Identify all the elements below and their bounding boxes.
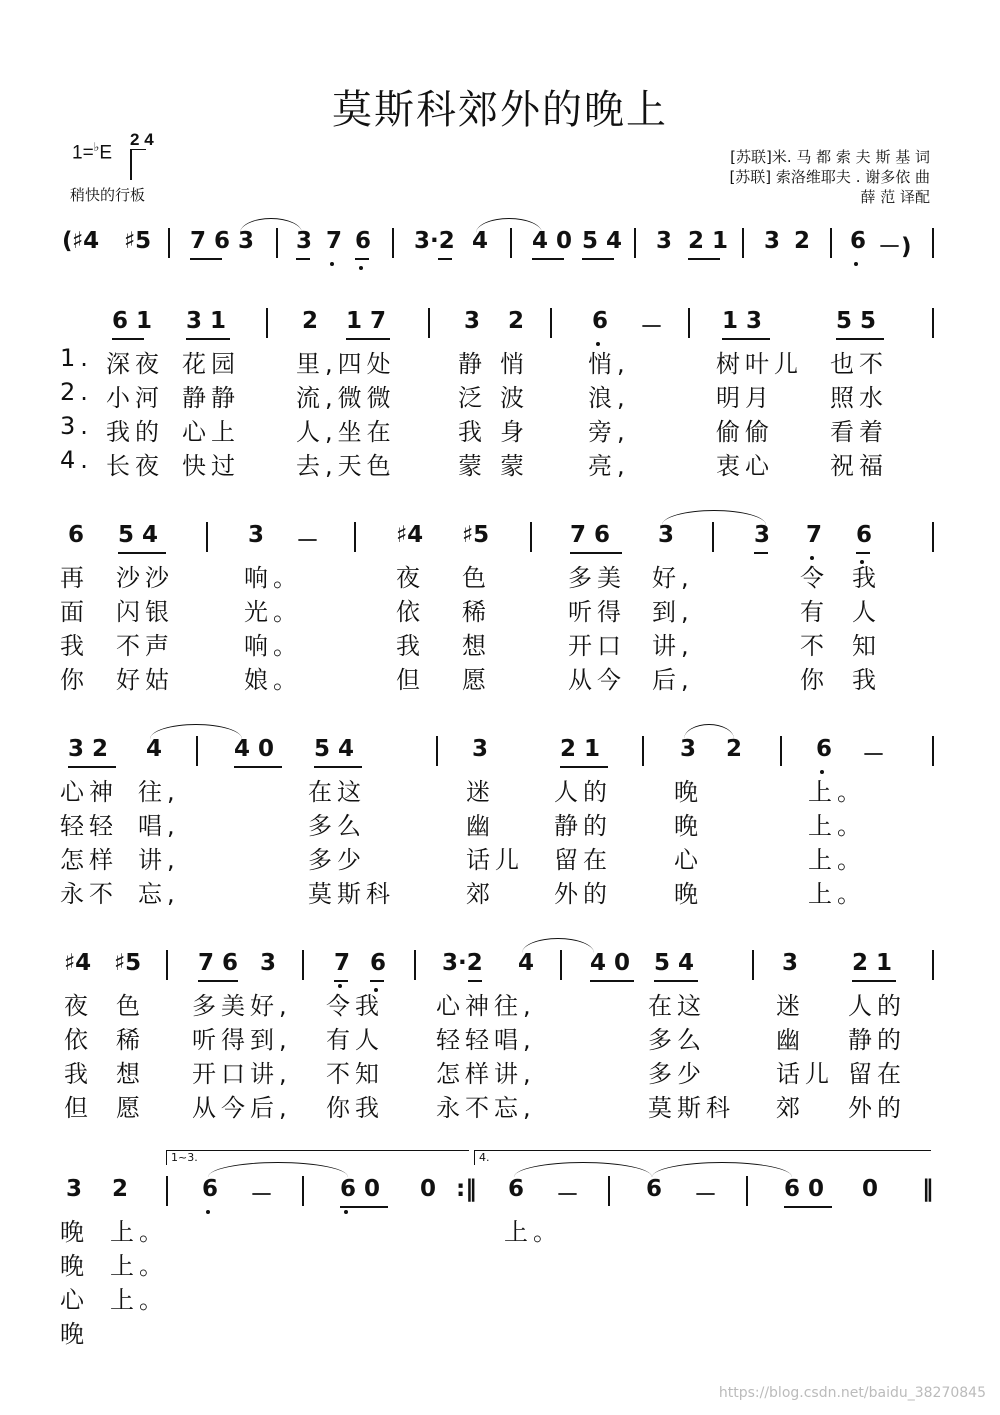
lyric-syllable: 唱, bbox=[138, 812, 180, 840]
intro-note: 3 bbox=[296, 228, 313, 254]
lyric-syllable: 晚 bbox=[60, 1320, 89, 1348]
lyric-syllable: 忘, bbox=[138, 880, 180, 908]
lyric-syllable: 不 bbox=[800, 632, 829, 660]
lyric-syllable: 上。 bbox=[808, 778, 866, 806]
lyric-syllable: 不知 bbox=[326, 1060, 384, 1088]
note: 2 bbox=[112, 1176, 129, 1202]
lyricist-credit: [苏联]米. 马 都 索 夫 斯 基 词 bbox=[730, 148, 930, 166]
lyric-syllable: 里,四处 bbox=[296, 350, 396, 378]
lyric-syllable: 小河 bbox=[106, 384, 164, 412]
lyric-syllable: 人 bbox=[852, 598, 881, 626]
lyric-syllable: 浪, bbox=[588, 384, 630, 412]
intro-note: 6 bbox=[355, 228, 372, 254]
lyric-syllable: 多美好, bbox=[192, 992, 292, 1020]
lyric-syllable: 多么 bbox=[648, 1026, 706, 1054]
lyric-syllable: 静的 bbox=[554, 812, 612, 840]
note: 3 bbox=[680, 736, 697, 762]
lyric-syllable: 讲, bbox=[138, 846, 180, 874]
lyric-syllable: 静的 bbox=[848, 1026, 906, 1054]
intro-note: 2 bbox=[794, 228, 811, 254]
lyric-syllable: 我 bbox=[852, 564, 881, 592]
note: 7 6 bbox=[570, 522, 611, 548]
lyric-syllable: 心神 bbox=[60, 778, 118, 806]
lyric-syllable: 轻轻唱, bbox=[436, 1026, 536, 1054]
note: 3 2 bbox=[68, 736, 109, 762]
lyric-syllable: 心 bbox=[674, 846, 703, 874]
lyric-syllable: 人,坐在 bbox=[296, 418, 396, 446]
lyric-syllable: 响。 bbox=[244, 632, 302, 660]
note: 5 4 bbox=[314, 736, 355, 762]
lyric-syllable: 往, bbox=[138, 778, 180, 806]
intro-note: 5 4 bbox=[582, 228, 623, 254]
lyric-syllable: 1. bbox=[60, 344, 93, 372]
lyric-syllable: 外的 bbox=[848, 1094, 906, 1122]
intro-note: ♯5 bbox=[124, 228, 152, 254]
note: 3 bbox=[260, 950, 277, 976]
lyric-syllable: 晚 bbox=[674, 880, 703, 908]
lyric-syllable: 照水 bbox=[830, 384, 888, 412]
lyric-syllable: 我的 bbox=[106, 418, 164, 446]
lyric-syllable: 我 bbox=[60, 632, 89, 660]
lyric-syllable: 稀 bbox=[462, 598, 491, 626]
note: 3 bbox=[754, 522, 771, 548]
lyric-syllable: 蒙 bbox=[500, 452, 529, 480]
note: － bbox=[640, 314, 663, 340]
note: － bbox=[296, 528, 319, 554]
lyric-syllable: 郊 bbox=[776, 1094, 805, 1122]
lyric-syllable: 听得到, bbox=[192, 1026, 292, 1054]
note: ♯4 bbox=[64, 950, 92, 976]
lyric-syllable: 令 bbox=[800, 564, 829, 592]
lyric-syllable: 上。 bbox=[808, 812, 866, 840]
lyric-syllable: 沙沙 bbox=[116, 564, 174, 592]
lyric-syllable: 想 bbox=[462, 632, 491, 660]
lyric-syllable: 夜 bbox=[64, 992, 93, 1020]
note: 5 4 bbox=[654, 950, 695, 976]
key-prefix: 1= bbox=[72, 142, 94, 164]
note: 1 7 bbox=[346, 308, 387, 334]
note: 6 bbox=[202, 1176, 219, 1202]
lyric-syllable: 永不 bbox=[60, 880, 118, 908]
lyric-syllable: 衷心 bbox=[716, 452, 774, 480]
flat-sign: ♭ bbox=[93, 140, 100, 154]
lyric-syllable: 愿 bbox=[462, 666, 491, 694]
note: 6 0 bbox=[340, 1176, 381, 1202]
lyric-syllable: 4. bbox=[60, 446, 93, 474]
lyric-syllable: 多少 bbox=[308, 846, 366, 874]
note: 6 bbox=[592, 308, 609, 334]
note: 4 0 bbox=[234, 736, 275, 762]
lyric-syllable: 偷偷 bbox=[716, 418, 774, 446]
key-signature bbox=[72, 130, 154, 164]
lyric-syllable: 上。 bbox=[110, 1218, 168, 1246]
intro-note: 4 bbox=[472, 228, 489, 254]
intro-note: 6 bbox=[850, 228, 867, 254]
lyric-syllable: 愿 bbox=[116, 1094, 145, 1122]
note: 3 bbox=[782, 950, 799, 976]
lyric-syllable: 静静 bbox=[182, 384, 240, 412]
lyric-syllable: 花园 bbox=[182, 350, 240, 378]
note: 6 0 bbox=[784, 1176, 825, 1202]
note: 3 bbox=[248, 522, 265, 548]
lyric-syllable: 上。 bbox=[110, 1286, 168, 1314]
lyric-syllable: 依 bbox=[396, 598, 425, 626]
lyric-syllable: 波 bbox=[500, 384, 529, 412]
lyric-syllable: 你我 bbox=[326, 1094, 384, 1122]
intro-note: 7 bbox=[326, 228, 343, 254]
lyric-syllable: 晚 bbox=[674, 812, 703, 840]
lyric-syllable: 静 bbox=[458, 350, 487, 378]
lyric-syllable: 轻轻 bbox=[60, 812, 118, 840]
note: － bbox=[250, 1182, 273, 1208]
note: 5 5 bbox=[836, 308, 877, 334]
lyric-syllable: 多么 bbox=[308, 812, 366, 840]
note: 2 bbox=[302, 308, 319, 334]
lyric-syllable: 去,天色 bbox=[296, 452, 396, 480]
note: 2 1 bbox=[852, 950, 893, 976]
intro-note: 3·2 bbox=[414, 228, 455, 254]
lyric-syllable: 从今后, bbox=[192, 1094, 292, 1122]
lyric-syllable: 人的 bbox=[554, 778, 612, 806]
final-barline: ‖ bbox=[922, 1176, 934, 1202]
intro-note: －) bbox=[878, 234, 912, 260]
lyric-syllable: 你 bbox=[800, 666, 829, 694]
translator-credit: 薛 范 译配 bbox=[860, 188, 930, 206]
lyric-syllable: 外的 bbox=[554, 880, 612, 908]
note: 2 1 bbox=[560, 736, 601, 762]
lyric-syllable: 面 bbox=[60, 598, 89, 626]
note: ♯4 bbox=[396, 522, 424, 548]
lyric-syllable: 但 bbox=[396, 666, 425, 694]
lyric-syllable: 话儿 bbox=[466, 846, 524, 874]
lyric-syllable: 开口 bbox=[568, 632, 626, 660]
lyric-syllable: 好姑 bbox=[116, 666, 174, 694]
note: － bbox=[862, 742, 885, 768]
lyric-syllable: 你 bbox=[60, 666, 89, 694]
lyric-syllable: 多美 bbox=[568, 564, 626, 592]
lyric-syllable: 上。 bbox=[808, 846, 866, 874]
lyric-syllable: 后, bbox=[652, 666, 694, 694]
lyric-syllable: 上。 bbox=[504, 1218, 562, 1246]
lyric-syllable: 我 bbox=[458, 418, 487, 446]
lyric-syllable: 留在 bbox=[554, 846, 612, 874]
lyric-syllable: 树叶儿 bbox=[716, 350, 803, 378]
time-bottom: 4 bbox=[144, 130, 154, 149]
lyric-syllable: 娘。 bbox=[244, 666, 302, 694]
note: 0 bbox=[862, 1176, 879, 1202]
lyric-syllable: 有人 bbox=[326, 1026, 384, 1054]
note: 3 bbox=[658, 522, 675, 548]
lyric-syllable: 到, bbox=[652, 598, 694, 626]
note: 6 bbox=[856, 522, 873, 548]
lyric-syllable: 开口讲, bbox=[192, 1060, 292, 1088]
intro-note: 3 bbox=[238, 228, 255, 254]
note: 3·2 bbox=[442, 950, 483, 976]
lyric-syllable: 夜 bbox=[396, 564, 425, 592]
lyric-syllable: 在这 bbox=[308, 778, 366, 806]
lyric-syllable: 长夜 bbox=[106, 452, 164, 480]
note: ♯5 bbox=[114, 950, 142, 976]
lyric-syllable: 幽 bbox=[776, 1026, 805, 1054]
lyric-syllable: 上。 bbox=[110, 1252, 168, 1280]
note: 4 bbox=[146, 736, 163, 762]
lyric-syllable: 令我 bbox=[326, 992, 384, 1020]
lyric-syllable: 想 bbox=[116, 1060, 145, 1088]
lyric-syllable: 迷 bbox=[776, 992, 805, 1020]
lyric-syllable: 郊 bbox=[466, 880, 495, 908]
lyric-syllable: 悄 bbox=[500, 350, 529, 378]
note: － bbox=[694, 1182, 717, 1208]
note: 3 1 bbox=[186, 308, 227, 334]
note: 7 bbox=[334, 950, 351, 976]
lyric-syllable: 在这 bbox=[648, 992, 706, 1020]
note: 6 bbox=[508, 1176, 525, 1202]
lyric-syllable: 上。 bbox=[808, 880, 866, 908]
intro-note: 2 1 bbox=[688, 228, 729, 254]
repeat-sign: :‖ bbox=[456, 1176, 477, 1202]
note: 5 4 bbox=[118, 522, 159, 548]
lyric-syllable: 色 bbox=[116, 992, 145, 1020]
lyric-syllable: 怎样 bbox=[60, 846, 118, 874]
lyric-syllable: 我 bbox=[852, 666, 881, 694]
intro-note: 4 0 bbox=[532, 228, 573, 254]
intro-note: 7 6 bbox=[190, 228, 231, 254]
lyric-syllable: 明月 bbox=[716, 384, 774, 412]
lyric-syllable: 莫斯科 bbox=[308, 880, 395, 908]
lyric-syllable: 心 bbox=[60, 1286, 89, 1314]
lyric-syllable: 有 bbox=[800, 598, 829, 626]
song-title: 莫斯科郊外的晚上 bbox=[332, 87, 668, 133]
lyric-syllable: 悄, bbox=[588, 350, 630, 378]
intro-paren: ( bbox=[62, 228, 73, 254]
lyric-syllable: 但 bbox=[64, 1094, 93, 1122]
lyric-syllable: 留在 bbox=[848, 1060, 906, 1088]
lyric-syllable: 不声 bbox=[116, 632, 174, 660]
lyric-syllable: 响。 bbox=[244, 564, 302, 592]
note: 3 bbox=[66, 1176, 83, 1202]
lyric-syllable: 泛 bbox=[458, 384, 487, 412]
lyric-syllable: 讲, bbox=[652, 632, 694, 660]
note: － bbox=[556, 1182, 579, 1208]
lyric-syllable: 流,微微 bbox=[296, 384, 396, 412]
intro-note: 3 bbox=[656, 228, 673, 254]
note: 1 3 bbox=[722, 308, 763, 334]
lyric-syllable: 也不 bbox=[830, 350, 888, 378]
note: 6 bbox=[646, 1176, 663, 1202]
lyric-syllable: 人的 bbox=[848, 992, 906, 1020]
lyric-syllable: 晚 bbox=[674, 778, 703, 806]
lyric-syllable: 蒙 bbox=[458, 452, 487, 480]
lyric-syllable: 迷 bbox=[466, 778, 495, 806]
lyric-syllable: 听得 bbox=[568, 598, 626, 626]
lyric-syllable: 祝福 bbox=[830, 452, 888, 480]
lyric-syllable: 怎样讲, bbox=[436, 1060, 536, 1088]
lyric-syllable: 从今 bbox=[568, 666, 626, 694]
note: 7 bbox=[806, 522, 823, 548]
lyric-syllable: 我 bbox=[396, 632, 425, 660]
note: 6 bbox=[68, 522, 85, 548]
lyric-syllable: 心上 bbox=[182, 418, 240, 446]
volta-first-ending: 1~3. bbox=[166, 1150, 469, 1165]
lyric-syllable: 快过 bbox=[182, 452, 240, 480]
lyric-syllable: 话儿 bbox=[776, 1060, 834, 1088]
lyric-syllable: 晚 bbox=[60, 1218, 89, 1246]
tempo-marking: 稍快的行板 bbox=[70, 186, 146, 204]
lyric-syllable: 3. bbox=[60, 412, 93, 440]
lyric-syllable: 知 bbox=[852, 632, 881, 660]
lyric-syllable: 我 bbox=[64, 1060, 93, 1088]
volta-second-ending: 4. bbox=[474, 1150, 931, 1165]
lyric-syllable: 2. bbox=[60, 378, 93, 406]
lyric-syllable: 光。 bbox=[244, 598, 302, 626]
lyric-syllable: 心神往, bbox=[436, 992, 536, 1020]
composer-credit: [苏联] 索洛维耶夫 . 谢多依 曲 bbox=[729, 168, 930, 186]
lyric-syllable: 多少 bbox=[648, 1060, 706, 1088]
lyric-syllable: 幽 bbox=[466, 812, 495, 840]
note: 3 bbox=[472, 736, 489, 762]
note: 4 0 bbox=[590, 950, 631, 976]
time-top: 2 bbox=[130, 130, 140, 149]
lyric-syllable: 好, bbox=[652, 564, 694, 592]
watermark: https://blog.csdn.net/baidu_38270845 bbox=[718, 1385, 986, 1401]
intro-note: 3 bbox=[764, 228, 781, 254]
time-signature bbox=[130, 130, 154, 149]
note: 4 bbox=[518, 950, 535, 976]
lyric-syllable: 深夜 bbox=[106, 350, 164, 378]
note: ♯5 bbox=[462, 522, 490, 548]
lyric-syllable: 色 bbox=[462, 564, 491, 592]
note: 6 bbox=[370, 950, 387, 976]
lyric-syllable: 稀 bbox=[116, 1026, 145, 1054]
lyric-syllable: 晚 bbox=[60, 1252, 89, 1280]
lyric-syllable: 永不忘, bbox=[436, 1094, 536, 1122]
note: 0 bbox=[420, 1176, 437, 1202]
intro-note: ♯4 bbox=[72, 228, 100, 254]
note: 2 bbox=[508, 308, 525, 334]
lyric-syllable: 身 bbox=[500, 418, 529, 446]
lyric-syllable: 旁, bbox=[588, 418, 630, 446]
note: 6 bbox=[816, 736, 833, 762]
key-note: E bbox=[99, 142, 113, 164]
note: 2 bbox=[726, 736, 743, 762]
lyric-syllable: 亮, bbox=[588, 452, 630, 480]
note: 3 bbox=[464, 308, 481, 334]
lyric-syllable: 闪银 bbox=[116, 598, 174, 626]
lyric-syllable: 依 bbox=[64, 1026, 93, 1054]
lyric-syllable: 莫斯科 bbox=[648, 1094, 735, 1122]
lyric-syllable: 再 bbox=[60, 564, 89, 592]
note: 7 6 bbox=[198, 950, 239, 976]
note: 6 1 bbox=[112, 308, 153, 334]
lyric-syllable: 看着 bbox=[830, 418, 888, 446]
